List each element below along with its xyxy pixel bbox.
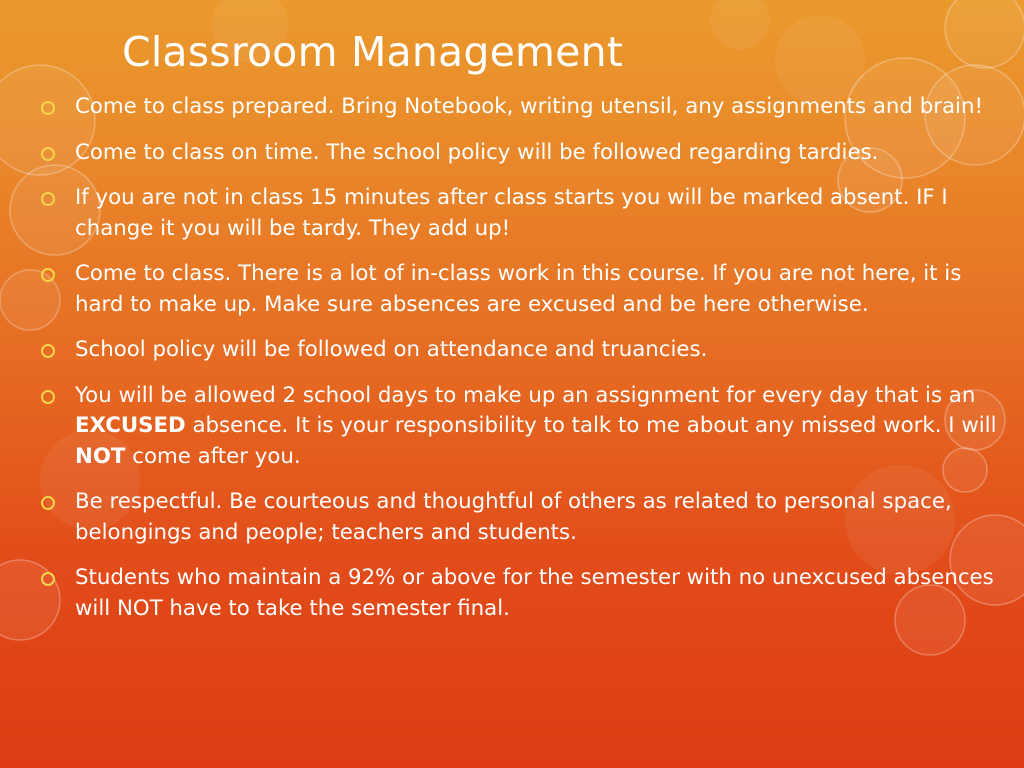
hollow-circle-bullet-icon [41,192,55,206]
hollow-circle-bullet-icon [41,572,55,586]
bullet-text: If you are not in class 15 minutes after class starts you will be marked absent. IF I change it you will be tardy. They add up! [75,185,948,241]
bullet-text-part: You will be allowed 2 school days to make up an assignment for every day that is an [75,382,976,408]
bold-not: NOT [75,443,126,469]
bullet-text: Come to class. There is a lot of in-class work in this course. If you are not here, it is hard to make up. Make sure absences are excused and be here otherwise. [75,261,962,317]
bullet-text: School policy will be followed on attendance and truancies. [75,337,708,362]
hollow-circle-bullet-icon [41,344,55,358]
hollow-circle-bullet-icon [41,390,55,404]
bullet-item-makeup-work [40,381,1000,473]
bullet-item-absent-rule [40,183,1000,244]
bullet-list [40,92,1000,639]
slide-title: Classroom Management [122,28,624,76]
bullet-text: Students who maintain a 92% or above for the semester with no unexcused absences will NOT have to take the semester final. [75,565,994,621]
bullet-text-part: come after you. [125,443,301,469]
bold-excused: EXCUSED [75,413,186,438]
bullet-text: Come to class on time. The school policy will be followed regarding tardies. [75,139,879,165]
bullet-item-come-to-class [40,259,1000,320]
bullet-text: Come to class prepared. Bring Notebook, writing utensil, any assignments and brain! [75,94,983,119]
bullet-text: Be respectful. Be courteous and thoughtful of others as related to personal space, belongings and people; teachers and students. [75,489,952,545]
hollow-circle-bullet-icon [41,101,55,115]
hollow-circle-bullet-icon [41,147,55,161]
bullet-item-attendance-policy [40,335,1000,366]
hollow-circle-bullet-icon [41,496,55,510]
bullet-text-part: absence. It is your responsibility to talk to me about any missed work. I will [185,413,997,438]
bullet-item-respectful [40,487,1000,548]
bullet-item-final-exemption [40,563,1000,624]
hollow-circle-bullet-icon [41,268,55,282]
bullet-item-on-time [40,138,1000,169]
bullet-item-prepared [40,92,1000,123]
